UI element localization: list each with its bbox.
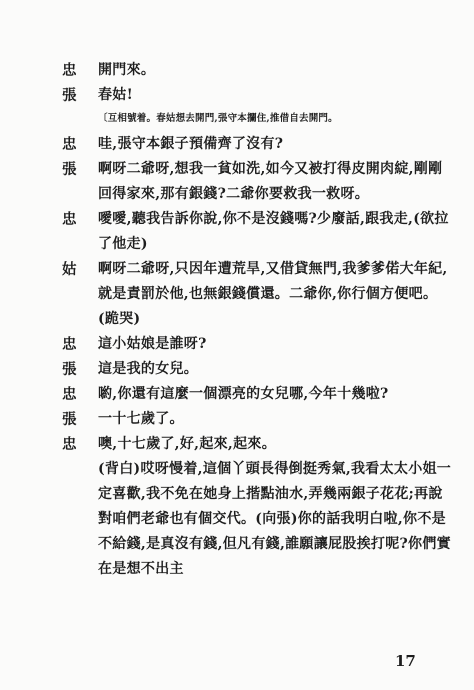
speaker-label: 張: [62, 411, 77, 428]
dialogue-line: [62, 357, 452, 382]
speech-text: 春姑!: [98, 87, 134, 103]
dialogue-line: [62, 157, 452, 207]
speech-text: 哇,張守本銀子預備齊了沒有?: [98, 136, 284, 152]
speech-text: 這是我的女兒。: [98, 361, 199, 377]
speech-text: 開門來。: [98, 62, 156, 78]
dialogue-line: [62, 407, 452, 432]
stage-direction: 〔互相號着。春姑想去開門,張守本攔住,推借自去開門。: [98, 113, 338, 124]
dialogue-line: [62, 58, 452, 83]
speaker-label: 忠: [62, 211, 77, 228]
dialogue-line: [62, 83, 452, 108]
speaker-label: 忠: [62, 62, 77, 79]
speaker-label: 張: [62, 87, 77, 104]
page-number: 17: [395, 652, 416, 670]
dialogue-line: [62, 132, 452, 157]
dialogue-line: [62, 432, 452, 457]
speech-text: 噢,十七歲了,好,起來,起來。: [98, 436, 276, 452]
speech-text: 啊呀二爺呀,想我一貧如洗,如今又被打得皮開肉綻,剛剛回得家來,那有銀錢?二爺你要救我一救呀。: [98, 161, 443, 202]
dialogue-line: [62, 207, 452, 257]
dialogue-line: [62, 257, 452, 332]
dialogue-line: [62, 332, 452, 357]
dialogue-line: [62, 382, 452, 407]
speech-continuation: (背白)哎呀慢着,這個丫頭長得倒挺秀氣,我看太太小姐一定喜歡,我不免在她身上揩點油水,弄幾兩銀子花花;再說對咱們老爺也有個交代。(向張)你的話我明白啦,你不是不給錢,是真沒有錢,但凡有錢,誰願讓屁股挨打呢?你們實在是想不出主: [98, 461, 452, 577]
speaker-label: 忠: [62, 136, 77, 153]
speaker-label: 忠: [62, 436, 77, 453]
speaker-label: 張: [62, 361, 77, 378]
speaker-label: 忠: [62, 386, 77, 403]
dialogue-body: [62, 58, 452, 582]
speech-text: 一十七歲了。: [98, 411, 184, 427]
speech-text: 噯噯,聽我告訴你說,你不是沒錢嗎?少廢話,跟我走,(欲拉了他走): [98, 211, 449, 252]
speech-text: 這小姑娘是誰呀?: [98, 336, 207, 352]
speaker-label: 張: [62, 161, 77, 178]
speaker-label: 姑: [62, 261, 77, 278]
speech-text: 啊呀二爺呀,只因年遭荒旱,又借貸無門,我爹爹偌大年紀,就是責罰於他,也無銀錢償還。二爺你,你行個方便吧。(跪哭): [98, 261, 448, 327]
speech-text: 喲,你還有這麼一個漂亮的女兒哪,今年十幾啦?: [98, 386, 389, 402]
speaker-label: 忠: [62, 336, 77, 353]
